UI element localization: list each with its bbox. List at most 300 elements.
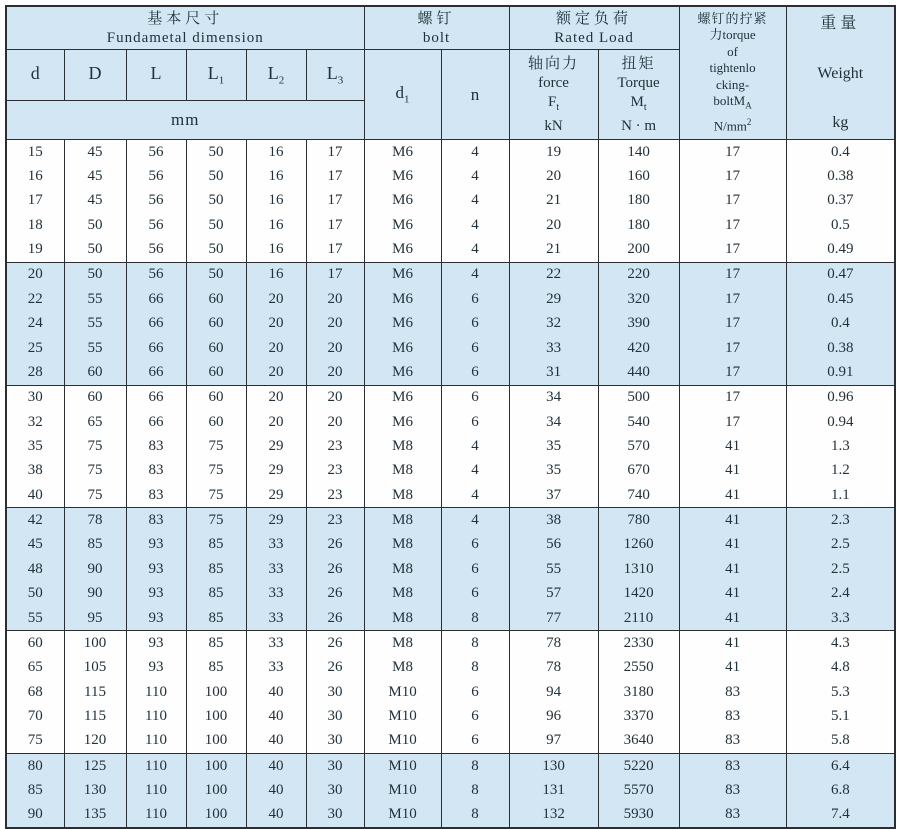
table-cell: 100 <box>186 729 246 754</box>
table-cell: 30 <box>306 704 364 728</box>
table-cell: 26 <box>306 557 364 581</box>
header-mm-unit: mm <box>6 101 364 140</box>
table-cell: 16 <box>246 213 306 237</box>
table-cell: 93 <box>126 533 186 557</box>
table-cell: 16 <box>246 140 306 165</box>
table-cell: 97 <box>509 729 598 754</box>
table-cell: 0.38 <box>786 336 895 360</box>
table-cell: 30 <box>306 680 364 704</box>
table-cell: 780 <box>598 508 679 533</box>
table-cell: 4 <box>441 140 509 165</box>
table-cell: 1.1 <box>786 483 895 508</box>
table-cell: 30 <box>306 778 364 802</box>
table-cell: 25 <box>6 336 64 360</box>
table-cell: 17 <box>679 262 786 287</box>
table-cell: 42 <box>6 508 64 533</box>
table-cell: 17 <box>679 287 786 311</box>
table-cell: 78 <box>509 656 598 680</box>
table-cell: 320 <box>598 287 679 311</box>
table-cell: 0.37 <box>786 189 895 213</box>
table-cell: 83 <box>679 729 786 754</box>
header-bolt-cn: 螺钉 <box>417 10 456 27</box>
table-cell: M8 <box>364 631 441 656</box>
table-cell: 6 <box>441 410 509 434</box>
table-cell: 93 <box>126 606 186 631</box>
table-cell: 23 <box>306 459 364 483</box>
table-cell: 83 <box>679 680 786 704</box>
table-row <box>6 631 895 656</box>
table-cell: 56 <box>509 533 598 557</box>
table-cell: 65 <box>6 656 64 680</box>
table-cell: 17 <box>679 189 786 213</box>
table-cell: 390 <box>598 312 679 336</box>
header-col-L: L <box>126 50 186 101</box>
table-cell: 50 <box>186 213 246 237</box>
table-row <box>6 312 895 336</box>
table-cell: 4 <box>441 213 509 237</box>
table-cell: 93 <box>126 581 186 605</box>
table-cell: 570 <box>598 434 679 458</box>
table-cell: 19 <box>6 237 64 262</box>
table-cell: 75 <box>186 508 246 533</box>
table-cell: 140 <box>598 140 679 165</box>
table-row <box>6 729 895 754</box>
table-cell: 6 <box>441 360 509 385</box>
header-tightening-symbol: boltM$_A$ <box>713 93 752 111</box>
table-cell: 22 <box>6 287 64 311</box>
table-cell: 75 <box>64 434 126 458</box>
table-cell: 180 <box>598 189 679 213</box>
table-cell: 75 <box>186 483 246 508</box>
table-cell: 83 <box>126 483 186 508</box>
table-cell: M10 <box>364 729 441 754</box>
table-cell: 60 <box>6 631 64 656</box>
table-cell: 50 <box>186 164 246 188</box>
table-cell: 2330 <box>598 631 679 656</box>
table-cell: 670 <box>598 459 679 483</box>
table-cell: 4 <box>441 508 509 533</box>
table-cell: 50 <box>186 237 246 262</box>
table-cell: 85 <box>186 656 246 680</box>
table-cell: 20 <box>6 262 64 287</box>
header-weight-cn: 重量 <box>820 15 861 32</box>
table-cell: 3370 <box>598 704 679 728</box>
table-cell: 23 <box>306 483 364 508</box>
table-cell: 85 <box>186 557 246 581</box>
table-cell: 85 <box>186 533 246 557</box>
table-cell: 55 <box>64 312 126 336</box>
table-cell: 41 <box>679 533 786 557</box>
table-cell: 3180 <box>598 680 679 704</box>
table-cell: 200 <box>598 237 679 262</box>
table-row <box>6 262 895 287</box>
table-cell: 66 <box>126 336 186 360</box>
header-tightening-l1: 螺钉的拧紧 <box>697 10 768 26</box>
table-cell: 93 <box>126 557 186 581</box>
table-cell: 5.3 <box>786 680 895 704</box>
table-cell: 50 <box>186 140 246 165</box>
table-cell: 6 <box>441 557 509 581</box>
table-cell: 6 <box>441 680 509 704</box>
table-cell: 50 <box>186 189 246 213</box>
table-cell: 4 <box>441 459 509 483</box>
header-tightening-l5: cking- <box>715 76 750 92</box>
table-cell: 23 <box>306 434 364 458</box>
table-cell: 17 <box>679 164 786 188</box>
table-cell: 1260 <box>598 533 679 557</box>
table-cell: 66 <box>126 360 186 385</box>
table-cell: 160 <box>598 164 679 188</box>
table-cell: 30 <box>306 729 364 754</box>
table-cell: 0.96 <box>786 385 895 410</box>
table-cell: 29 <box>509 287 598 311</box>
table-cell: 50 <box>64 237 126 262</box>
table-cell: 0.47 <box>786 262 895 287</box>
table-cell: 20 <box>306 410 364 434</box>
table-cell: 17 <box>306 237 364 262</box>
table-cell: M6 <box>364 164 441 188</box>
table-cell: 17 <box>306 213 364 237</box>
table-cell: 220 <box>598 262 679 287</box>
table-cell: 90 <box>6 803 64 828</box>
table-cell: 24 <box>6 312 64 336</box>
table-cell: 83 <box>679 753 786 778</box>
header-rated-load-cn: 额定负荷 <box>556 10 633 27</box>
table-cell: 33 <box>246 606 306 631</box>
table-cell: M6 <box>364 189 441 213</box>
table-cell: 16 <box>246 237 306 262</box>
table-row <box>6 508 895 533</box>
table-cell: 38 <box>6 459 64 483</box>
table-cell: M10 <box>364 704 441 728</box>
table-cell: 110 <box>126 729 186 754</box>
table-row <box>6 483 895 508</box>
table-cell: 45 <box>64 189 126 213</box>
header-col-L3: $L_3$ <box>306 50 364 101</box>
table-cell: M10 <box>364 778 441 802</box>
table-row <box>6 656 895 680</box>
table-cell: 66 <box>126 287 186 311</box>
table-cell: 20 <box>306 336 364 360</box>
table-cell: 41 <box>679 656 786 680</box>
table-cell: 33 <box>246 533 306 557</box>
table-cell: 8 <box>441 778 509 802</box>
table-cell: 5.8 <box>786 729 895 754</box>
table-row <box>6 557 895 581</box>
header-col-D: D <box>64 50 126 101</box>
table-cell: 20 <box>306 312 364 336</box>
table-cell: 6 <box>441 533 509 557</box>
table-cell: 8 <box>441 656 509 680</box>
table-cell: M6 <box>364 262 441 287</box>
table-cell: 75 <box>64 459 126 483</box>
table-row <box>6 237 895 262</box>
table-cell: 29 <box>246 508 306 533</box>
table-cell: 29 <box>246 459 306 483</box>
table-cell: M8 <box>364 656 441 680</box>
table-cell: 0.38 <box>786 164 895 188</box>
table-cell: 33 <box>246 557 306 581</box>
table-cell: 20 <box>306 360 364 385</box>
header-weight-en: Weight <box>817 64 864 82</box>
table-row <box>6 606 895 631</box>
table-cell: M6 <box>364 410 441 434</box>
table-cell: M6 <box>364 213 441 237</box>
table-cell: 4 <box>441 434 509 458</box>
table-cell: 17 <box>679 312 786 336</box>
table-cell: 19 <box>509 140 598 165</box>
table-cell: 33 <box>246 656 306 680</box>
table-cell: 40 <box>246 729 306 754</box>
table-cell: 132 <box>509 803 598 828</box>
table-cell: 17 <box>679 140 786 165</box>
table-cell: 6.4 <box>786 753 895 778</box>
table-cell: 37 <box>509 483 598 508</box>
table-cell: M8 <box>364 557 441 581</box>
table-cell: 100 <box>186 778 246 802</box>
header-tightening-unit: $N/mm^2$ <box>713 117 752 134</box>
table-cell: 4.8 <box>786 656 895 680</box>
table-cell: 26 <box>306 533 364 557</box>
table-cell: 56 <box>126 213 186 237</box>
table-cell: 45 <box>64 140 126 165</box>
table-cell: 35 <box>509 459 598 483</box>
table-cell: M6 <box>364 312 441 336</box>
table-cell: 45 <box>6 533 64 557</box>
table-cell: 420 <box>598 336 679 360</box>
table-row <box>6 164 895 188</box>
table-cell: 85 <box>186 631 246 656</box>
header-weight <box>786 6 895 140</box>
table-cell: 17 <box>306 262 364 287</box>
table-cell: 16 <box>6 164 64 188</box>
table-row <box>6 778 895 802</box>
table-row <box>6 581 895 605</box>
table-cell: 33 <box>246 631 306 656</box>
table-cell: 20 <box>509 164 598 188</box>
table-cell: 120 <box>64 729 126 754</box>
table-cell: 20 <box>246 336 306 360</box>
table-cell: 17 <box>679 213 786 237</box>
header-bolt <box>364 6 509 50</box>
table-cell: 75 <box>186 434 246 458</box>
spec-table <box>5 5 896 829</box>
table-cell: 2.4 <box>786 581 895 605</box>
table-cell: 130 <box>64 778 126 802</box>
table-cell: 26 <box>306 606 364 631</box>
table-cell: 2.3 <box>786 508 895 533</box>
table-cell: 55 <box>6 606 64 631</box>
table-cell: 80 <box>6 753 64 778</box>
table-cell: 66 <box>126 385 186 410</box>
table-cell: 6.8 <box>786 778 895 802</box>
table-body <box>6 140 895 829</box>
table-cell: 83 <box>126 508 186 533</box>
table-cell: 32 <box>509 312 598 336</box>
table-cell: 6 <box>441 729 509 754</box>
table-cell: M8 <box>364 459 441 483</box>
header-weight-unit: kg <box>832 114 849 131</box>
table-cell: 1420 <box>598 581 679 605</box>
table-cell: 2550 <box>598 656 679 680</box>
table-cell: M6 <box>364 336 441 360</box>
table-row <box>6 704 895 728</box>
header-col-torque: 扭矩 Torque $M_t$ N · m <box>598 50 679 140</box>
table-cell: M8 <box>364 508 441 533</box>
table-cell: 60 <box>186 360 246 385</box>
table-cell: 21 <box>509 237 598 262</box>
table-row <box>6 213 895 237</box>
table-cell: 70 <box>6 704 64 728</box>
table-cell: 17 <box>306 140 364 165</box>
table-cell: 8 <box>441 803 509 828</box>
table-cell: 0.49 <box>786 237 895 262</box>
table-cell: 96 <box>509 704 598 728</box>
table-cell: 0.94 <box>786 410 895 434</box>
table-cell: 17 <box>679 385 786 410</box>
table-cell: 28 <box>6 360 64 385</box>
header-tightening-l2: 力torque <box>709 27 756 43</box>
table-cell: 65 <box>64 410 126 434</box>
table-cell: 125 <box>64 753 126 778</box>
table-cell: 40 <box>246 778 306 802</box>
table-cell: 5930 <box>598 803 679 828</box>
table-cell: M8 <box>364 434 441 458</box>
table-cell: M8 <box>364 533 441 557</box>
table-cell: 20 <box>246 287 306 311</box>
table-cell: 60 <box>186 410 246 434</box>
header-bolt-en: bolt <box>422 29 451 46</box>
table-cell: 85 <box>6 778 64 802</box>
table-cell: 17 <box>679 410 786 434</box>
table-row <box>6 753 895 778</box>
table-cell: 35 <box>6 434 64 458</box>
table-cell: 5570 <box>598 778 679 802</box>
table-cell: 1.3 <box>786 434 895 458</box>
table-cell: 20 <box>246 312 306 336</box>
table-cell: 40 <box>6 483 64 508</box>
table-cell: 30 <box>306 803 364 828</box>
table-row <box>6 803 895 828</box>
table-cell: 2.5 <box>786 557 895 581</box>
table-row <box>6 680 895 704</box>
header-col-d1: $d_1$ <box>364 50 441 140</box>
table-cell: 20 <box>246 410 306 434</box>
table-cell: 66 <box>126 410 186 434</box>
table-row <box>6 410 895 434</box>
table-cell: 15 <box>6 140 64 165</box>
table-cell: 4 <box>441 164 509 188</box>
table-cell: 17 <box>679 336 786 360</box>
table-cell: 94 <box>509 680 598 704</box>
table-cell: 68 <box>6 680 64 704</box>
table-cell: 75 <box>186 459 246 483</box>
table-cell: 55 <box>64 336 126 360</box>
table-cell: 50 <box>64 262 126 287</box>
table-cell: 41 <box>679 557 786 581</box>
table-cell: 90 <box>64 557 126 581</box>
header-basic-dimension-cn: 基本尺寸 <box>147 10 224 27</box>
table-cell: M6 <box>364 385 441 410</box>
table-cell: 20 <box>306 385 364 410</box>
table-cell: 8 <box>441 753 509 778</box>
table-cell: 16 <box>246 164 306 188</box>
table-cell: 75 <box>6 729 64 754</box>
table-cell: 20 <box>306 287 364 311</box>
table-cell: 7.4 <box>786 803 895 828</box>
table-cell: 83 <box>679 778 786 802</box>
table-cell: 93 <box>126 656 186 680</box>
table-header <box>6 6 895 140</box>
table-cell: 17 <box>306 164 364 188</box>
table-cell: 31 <box>509 360 598 385</box>
table-cell: 55 <box>509 557 598 581</box>
table-cell: 1.2 <box>786 459 895 483</box>
table-cell: 83 <box>126 459 186 483</box>
table-cell: 5.1 <box>786 704 895 728</box>
table-cell: M8 <box>364 606 441 631</box>
table-cell: 55 <box>64 287 126 311</box>
table-cell: 180 <box>598 213 679 237</box>
table-cell: 60 <box>64 360 126 385</box>
header-tightening-torque <box>679 6 786 140</box>
table-cell: 33 <box>246 581 306 605</box>
table-cell: 50 <box>6 581 64 605</box>
table-cell: 60 <box>64 385 126 410</box>
table-cell: 95 <box>64 606 126 631</box>
table-cell: 60 <box>186 287 246 311</box>
header-col-n: n <box>441 50 509 140</box>
table-cell: 105 <box>64 656 126 680</box>
table-cell: 3640 <box>598 729 679 754</box>
table-cell: 20 <box>246 360 306 385</box>
table-row <box>6 336 895 360</box>
table-cell: 740 <box>598 483 679 508</box>
table-cell: 77 <box>509 606 598 631</box>
table-cell: 60 <box>186 312 246 336</box>
table-cell: 41 <box>679 631 786 656</box>
table-cell: 2.5 <box>786 533 895 557</box>
table-cell: 50 <box>186 262 246 287</box>
table-cell: M6 <box>364 140 441 165</box>
table-cell: 40 <box>246 753 306 778</box>
table-cell: M10 <box>364 680 441 704</box>
table-cell: 500 <box>598 385 679 410</box>
table-cell: 26 <box>306 631 364 656</box>
table-cell: 60 <box>186 336 246 360</box>
table-cell: 4 <box>441 189 509 213</box>
table-cell: 3.3 <box>786 606 895 631</box>
table-cell: 41 <box>679 459 786 483</box>
table-cell: 56 <box>126 140 186 165</box>
table-cell: 21 <box>509 189 598 213</box>
table-cell: 56 <box>126 189 186 213</box>
table-cell: 17 <box>6 189 64 213</box>
table-cell: 23 <box>306 508 364 533</box>
table-cell: 20 <box>246 385 306 410</box>
table-cell: 0.45 <box>786 287 895 311</box>
table-cell: 56 <box>126 262 186 287</box>
table-cell: 66 <box>126 312 186 336</box>
table-cell: 78 <box>509 631 598 656</box>
table-cell: 29 <box>246 483 306 508</box>
table-row <box>6 360 895 385</box>
table-cell: 8 <box>441 631 509 656</box>
table-cell: 17 <box>306 189 364 213</box>
table-cell: 4 <box>441 262 509 287</box>
table-cell: 110 <box>126 753 186 778</box>
table-cell: 1310 <box>598 557 679 581</box>
